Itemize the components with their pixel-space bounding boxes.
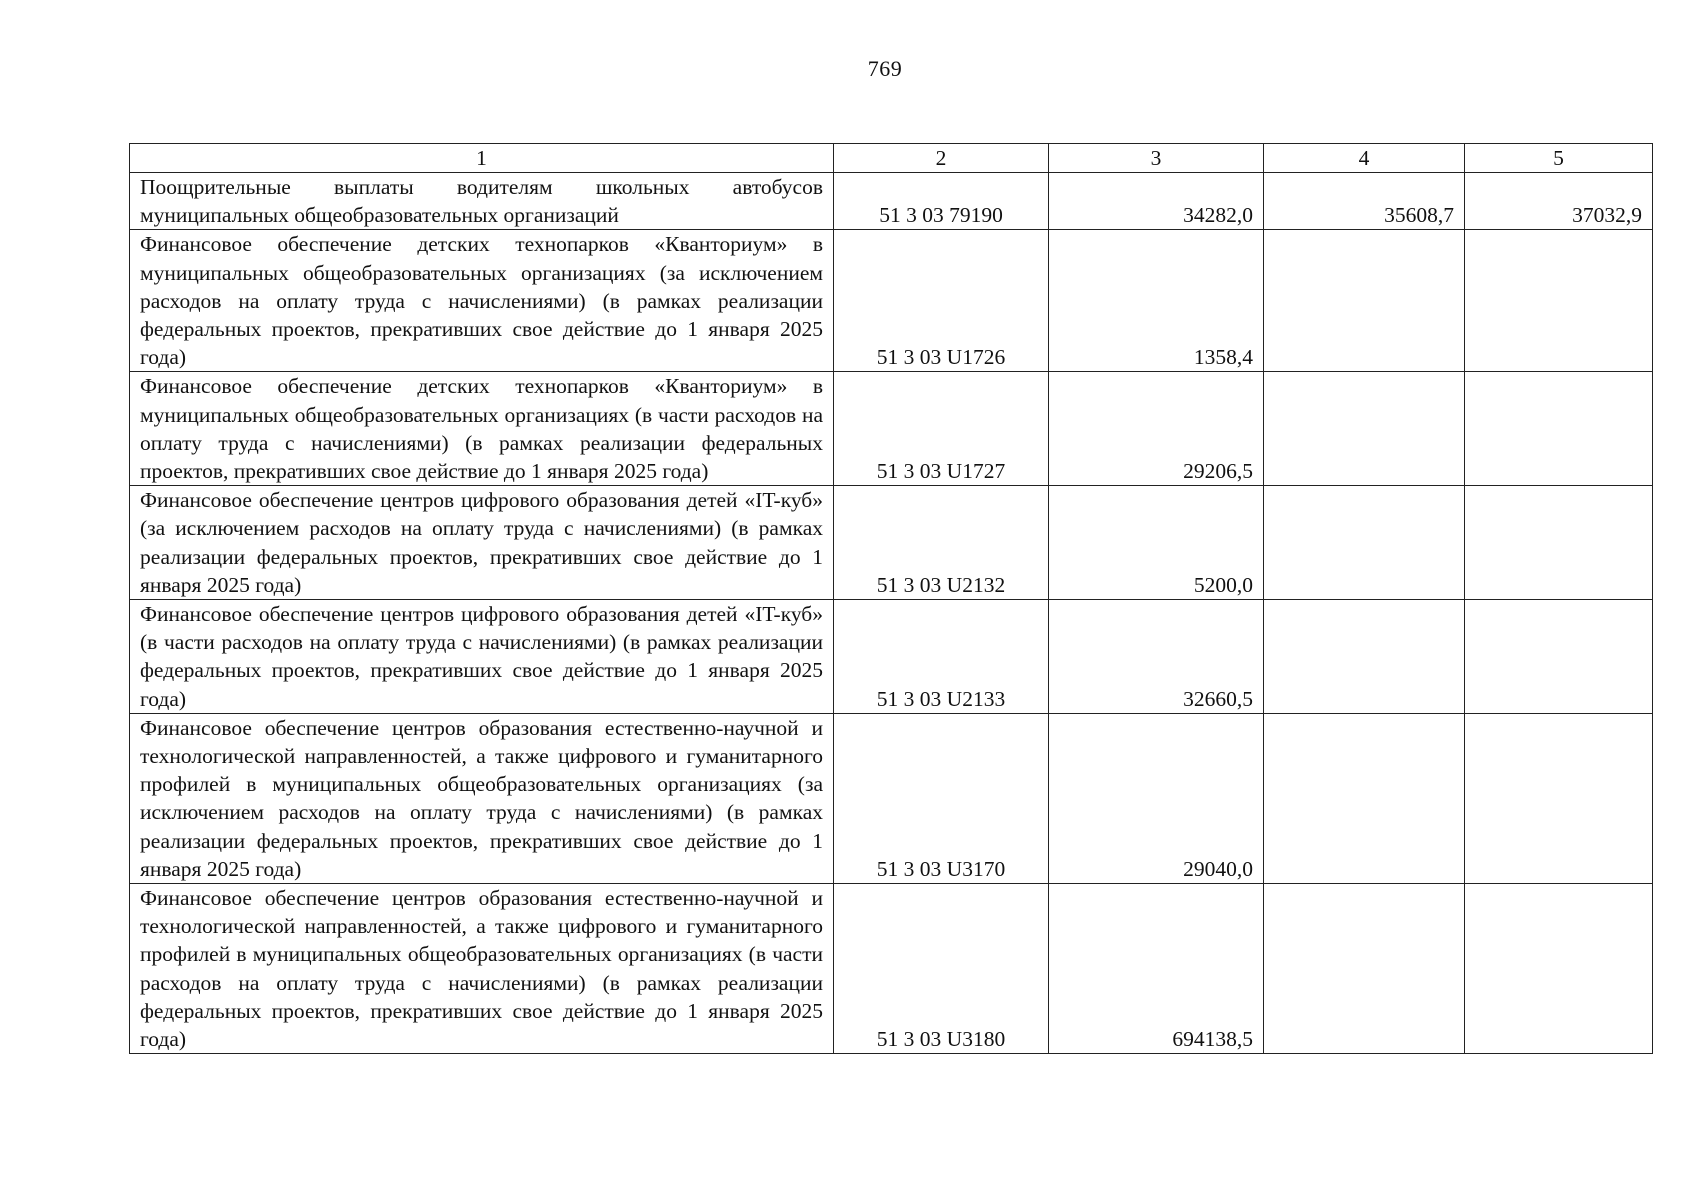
row-description: Финансовое обеспечение детских технопарков «Кванториум» в муниципальных общеобразовательных организациях (в части расходов на оплату труда с начислениями) (в рамках реализации федеральных проектов, прекративших свое действие до 1 января 2025 года) [130, 372, 834, 486]
row-value-col4 [1264, 713, 1465, 883]
row-description: Финансовое обеспечение центров цифрового образования детей «IT-куб» (за исключением расходов на оплату труда с начислениями) (в рамках реализации федеральных проектов, прекративших свое действие до 1 января 2025 года) [130, 486, 834, 600]
table-row [130, 884, 1653, 1054]
row-value-col5 [1465, 372, 1653, 486]
budget-table [129, 143, 1653, 1054]
row-value-col5 [1465, 884, 1653, 1054]
column-header-2: 2 [834, 144, 1049, 173]
row-value-col4 [1264, 230, 1465, 372]
row-value-col3: 32660,5 [1049, 600, 1264, 714]
row-code: 51 3 03 U1727 [834, 372, 1049, 486]
row-description: Поощрительные выплаты водителям школьных автобусов муниципальных общеобразовательных организаций [130, 173, 834, 230]
row-value-col4 [1264, 486, 1465, 600]
row-code: 51 3 03 U3170 [834, 713, 1049, 883]
column-header-3: 3 [1049, 144, 1264, 173]
table-row [130, 486, 1653, 600]
row-description: Финансовое обеспечение центров образования естественно-научной и технологической направленностей, а также цифрового и гуманитарного профилей в муниципальных общеобразовательных организациях (в части расходов на оплату труда с начислениями) (в рамках реализации федеральных проектов, прекративших свое действие до 1 января 2025 года) [130, 884, 834, 1054]
column-header-1: 1 [130, 144, 834, 173]
column-header-5: 5 [1465, 144, 1653, 173]
row-value-col3: 34282,0 [1049, 173, 1264, 230]
row-code: 51 3 03 79190 [834, 173, 1049, 230]
row-code: 51 3 03 U2133 [834, 600, 1049, 714]
row-code: 51 3 03 U1726 [834, 230, 1049, 372]
row-value-col5 [1465, 600, 1653, 714]
row-value-col4 [1264, 884, 1465, 1054]
row-value-col4: 35608,7 [1264, 173, 1465, 230]
table-row [130, 600, 1653, 714]
row-value-col5 [1465, 230, 1653, 372]
table-row [130, 230, 1653, 372]
row-value-col4 [1264, 600, 1465, 714]
row-value-col5: 37032,9 [1465, 173, 1653, 230]
row-value-col4 [1264, 372, 1465, 486]
table-row [130, 173, 1653, 230]
row-value-col3: 1358,4 [1049, 230, 1264, 372]
row-value-col3: 29206,5 [1049, 372, 1264, 486]
row-description: Финансовое обеспечение центров образования естественно-научной и технологической направленностей, а также цифрового и гуманитарного профилей в муниципальных общеобразовательных организациях (за исключением расходов на оплату труда с начислениями) (в рамках реализации федеральных проектов, прекративших свое действие до 1 января 2025 года) [130, 713, 834, 883]
row-description: Финансовое обеспечение детских технопарков «Кванториум» в муниципальных общеобразовательных организациях (за исключением расходов на оплату труда с начислениями) (в рамках реализации федеральных проектов, прекративших свое действие до 1 января 2025 года) [130, 230, 834, 372]
row-description: Финансовое обеспечение центров цифрового образования детей «IT-куб» (в части расходов на оплату труда с начислениями) (в рамках реализации федеральных проектов, прекративших свое действие до 1 января 2025 года) [130, 600, 834, 714]
column-header-4: 4 [1264, 144, 1465, 173]
page-number: 769 [867, 56, 903, 81]
table-row [130, 372, 1653, 486]
row-value-col3: 5200,0 [1049, 486, 1264, 600]
row-code: 51 3 03 U3180 [834, 884, 1049, 1054]
row-value-col3: 694138,5 [1049, 884, 1264, 1054]
table-row [130, 713, 1653, 883]
row-value-col3: 29040,0 [1049, 713, 1264, 883]
row-value-col5 [1465, 713, 1653, 883]
header-row [130, 144, 1653, 173]
row-code: 51 3 03 U2132 [834, 486, 1049, 600]
row-value-col5 [1465, 486, 1653, 600]
